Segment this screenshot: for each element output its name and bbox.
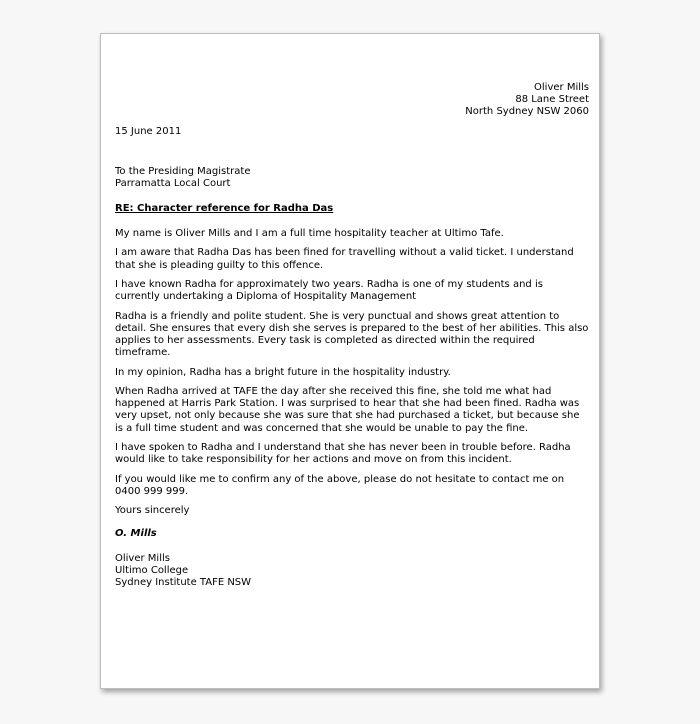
closing-line: Yours sincerely	[115, 505, 190, 517]
sender-street: 88 Lane Street	[515, 94, 589, 106]
recipient-address	[115, 166, 251, 190]
signoff-org-1: Ultimo College	[115, 564, 189, 576]
body-paragraph-8: If you would like me to confirm any of the above, please do not hesitate to contact me on 0400 999 999.	[115, 473, 565, 497]
signoff-org-2: Sydney Institute TAFE NSW	[115, 576, 252, 588]
signoff-block	[115, 553, 589, 590]
body-paragraph-6: When Radha arrived at TAFE the day after she received this fine, she told me what had happened at Harris Park Station. I was surprised to hear that she had been fined. Radha was very upset, not only because she was sure that she had purchased a ticket, but because she is a full time student and was concerned that she would be unable to pay the fine.	[115, 385, 580, 434]
letter-date: 15 June 2011	[115, 126, 182, 137]
letter-subject: RE: Character reference for Radha Das	[115, 203, 334, 214]
recipient-line-1: To the Presiding Magistrate	[115, 166, 251, 177]
body-paragraph-4: Radha is a friendly and polite student. She is very punctual and shows great attention to detail. She ensures that every dish she serves is prepared to the best of her abilities. This also applies to her assessments. Every task is completed as directed within the required timeframe.	[115, 310, 589, 359]
letter-body	[115, 228, 589, 596]
signoff-name: Oliver Mills	[115, 552, 170, 564]
sender-name: Oliver Mills	[534, 82, 589, 93]
body-paragraph-1: My name is Oliver Mills and I am a full time hospitality teacher at Ultimo Tafe.	[115, 228, 504, 239]
body-paragraph-2: I am aware that Radha Das has been fined for travelling without a valid ticket. I understand that she is pleading guilty to this offence.	[115, 247, 574, 271]
sender-city: North Sydney NSW 2060	[465, 106, 589, 118]
sender-address	[329, 82, 589, 119]
body-paragraph-7: I have spoken to Radha and I understand that she has never been in trouble before. Radha would like to take responsibility for her actions and move on from this incident.	[115, 441, 571, 466]
body-paragraph-3: I have known Radha for approximately two years. Radha is one of my students and is currently undertaking a Diploma of Hospitality Management	[115, 278, 543, 303]
letter-page	[100, 33, 600, 689]
recipient-line-2: Parramatta Local Court	[115, 178, 231, 190]
body-paragraph-5: In my opinion, Radha has a bright future in the hospitality industry.	[115, 366, 451, 378]
signature: O. Mills	[115, 528, 157, 540]
